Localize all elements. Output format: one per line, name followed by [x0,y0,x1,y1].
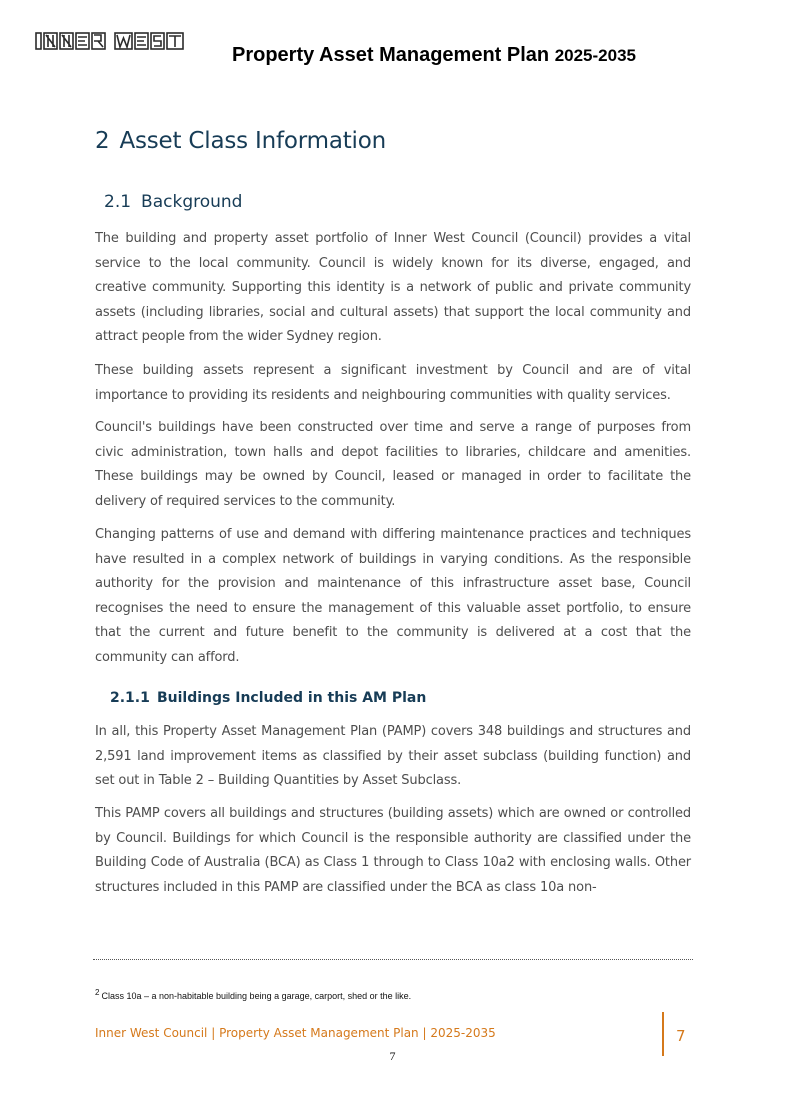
section-number: 2 [95,128,110,154]
paragraph: Changing patterns of use and demand with differing maintenance practices and techniques have resulted in a complex network of buildings in varying conditions. As the responsible authority for the provision and maintenance of this infrastructure asset base, Council recognises the need to ensure the management of this valuable asset portfolio, to ensure that the current and future benefit to the community is delivered at a cost that the community can afford. [95,527,691,665]
subsubsection-title: Buildings Included in this AM Plan [157,690,427,706]
subsection-title: Background [141,192,243,212]
subsection-heading [104,192,242,212]
subsubsection-number: 2.1.1 [110,690,150,706]
paragraph: In all, this Property Asset Management Plan (PAMP) covers 348 buildings and structures and 2,591 land improvement items as classified by their asset subclass (building function) and set out in Table 2 – Building Quantities by Asset Subclass. [95,724,691,789]
paragraph: This PAMP covers all buildings and structures (building assets) which are owned or controlled by Council. Buildings for which Council is the responsible authority are classified under the Building Code of Australia (BCA) as Class 1 through to Class 10a2 with enclosing walls. Other structures included in this PAMP are classified under the BCA as class 10a non- [95,806,691,895]
subsection-number: 2.1 [104,192,132,212]
document-title [232,44,636,67]
subsubsection-heading [110,690,426,706]
footnote-text: Class 10a – a non-habitable building being a garage, carport, shed or the like. [101,991,412,1001]
footnote [95,988,411,1001]
footnote-marker: 2 [95,988,100,997]
paragraph: The building and property asset portfolio of Inner West Council (Council) provides a vital service to the local community. Council is widely known for its diverse, engaged, and creative community. Supporting this identity is a network of public and private community assets (including libraries, social and cultural assets) that support the local community and attract people from the wider Sydney region. [95,231,691,345]
footer-page-badge: 7 [676,1027,686,1045]
section-title: Asset Class Information [119,128,386,154]
document-title-years: 2025-2035 [554,46,636,65]
footnote-divider [93,959,693,960]
page-number: 7 [389,1049,396,1063]
document-title-main: Property Asset Management Plan [232,44,555,66]
paragraph: Council's buildings have been constructed over time and serve a range of purposes from civic administration, town halls and depot facilities to libraries, childcare and amenities. These buildings may be owned by Council, leased or managed in order to facilitate the delivery of required services to the community. [95,420,691,509]
paragraph: These building assets represent a significant investment by Council and are of vital importance to providing its residents and neighbouring communities with quality services. [95,363,691,403]
inner-west-logo [35,30,187,52]
section-heading [95,128,386,154]
footer-text: Inner West Council | Property Asset Management Plan | 2025-2035 [95,1026,496,1040]
